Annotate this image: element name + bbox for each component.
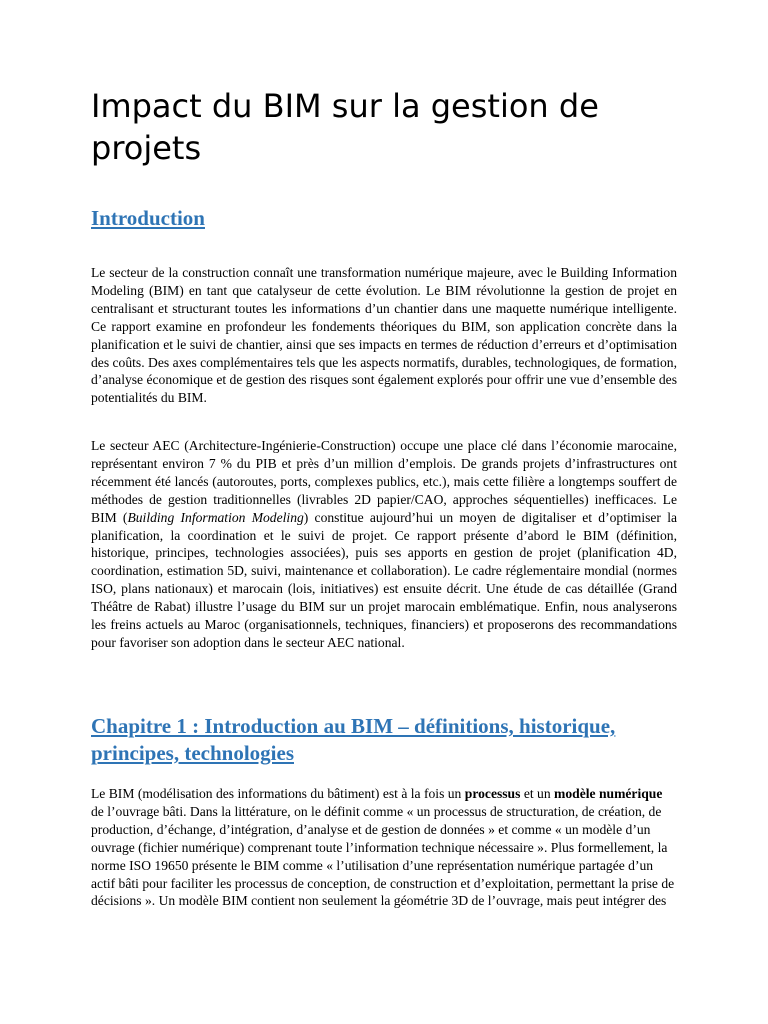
document-title: Impact du BIM sur la gestion de projets: [91, 87, 599, 167]
paragraph-3-text-a: Le BIM (modélisation des informations du bâtiment) est à la fois un: [91, 786, 465, 801]
paragraph-3-bold-modele: modèle numérique: [554, 786, 663, 801]
paragraph-3-text-c: de l’ouvrage bâti. Dans la littérature, on le définit comme « un processus de structuration, de création, de production, d’échange, d’intégration, d’analyse et de gestion de données » et comme « un modèle d’un ouvrage (fichier numérique) comprenant toute l’information technique nécessaire ». Plus formellement, la norme ISO 19650 présente le BIM comme « l’utilisation d’une représentation numérique partagée d’un actif bâti pour faciliter les processus de conception, de construction et d’exploitation, permettant la prise de décisions ». Un modèle BIM contient non seulement la géométrie 3D de l’ouvrage, mais peut intégrer des: [91, 803, 675, 909]
paragraph-3-text-b: et un: [520, 786, 555, 801]
introduction-heading[interactable]: Introduction: [91, 206, 205, 230]
paragraph-2-text-a: Le secteur AEC (Architecture-Ingénierie-Construction) occupe une place clé dans l’économie marocaine, représentant environ 7 % du PIB et près d’un million d’emplois. De grands projets d’infrastructures ont récemment été lancés (autoroutes, ports, complexes publics, etc.), mais cette filière a longtemps souffert de méthodes de gestion traditionnelles (livrables 2D papier/CAO, approches séquentielles) inefficaces. Le BIM (: [91, 438, 677, 525]
introduction-paragraph-1: Le secteur de la construction connaît une transformation numérique majeure, avec le Building Information Modeling (BIM) en tant que catalyseur de cette évolution. Le BIM révolutionne la gestion de projet en centralisant et structurant toutes les informations d’un chantier dans une maquette numérique intelligente. Ce rapport examine en profondeur les fondements théoriques du BIM, son application concrète dans la planification et le suivi de chantier, ainsi que ses impacts en termes de réduction d’erreurs et d’optimisation des coûts. Des axes complémentaires tels que les aspects normatifs, durables, technologiques, de formation, d’analyse économique et de gestion des risques sont également explorés pour offrir une vue d’ensemble des potentialités du BIM.: [91, 265, 677, 406]
chapter-1-heading[interactable]: Chapitre 1 : Introduction au BIM – définitions, historique, principes, technologies: [91, 714, 616, 765]
paragraph-2-text-b: ) constitue aujourd’hui un moyen de digitaliser et d’optimiser la planification, la coordination et le suivi de projet. Ce rapport présente d’abord le BIM (définition, historique, principes, technologies associées), puis ses apports en gestion de projet (planification 4D, coordination, estimation 5D, suivi, maintenance et collaboration). Le cadre réglementaire mondial (normes ISO, plans nationaux) et marocain (lois, initiatives) est ensuite décrit. Une étude de cas détaillée (Grand Théâtre de Rabat) illustre l’usage du BIM sur un projet marocain emblématique. Enfin, nous analyserons les freins actuels au Maroc (organisationnels, techniques, financiers) et proposerons des recommandations pour favoriser son adoption dans le secteur AEC national.: [91, 509, 677, 650]
paragraph-2-italic-term: Building Information Modeling: [127, 509, 304, 525]
introduction-paragraph-2: [91, 437, 677, 652]
paragraph-3-bold-processus: processus: [464, 786, 521, 801]
chapter-1-paragraph-1: [91, 785, 677, 925]
